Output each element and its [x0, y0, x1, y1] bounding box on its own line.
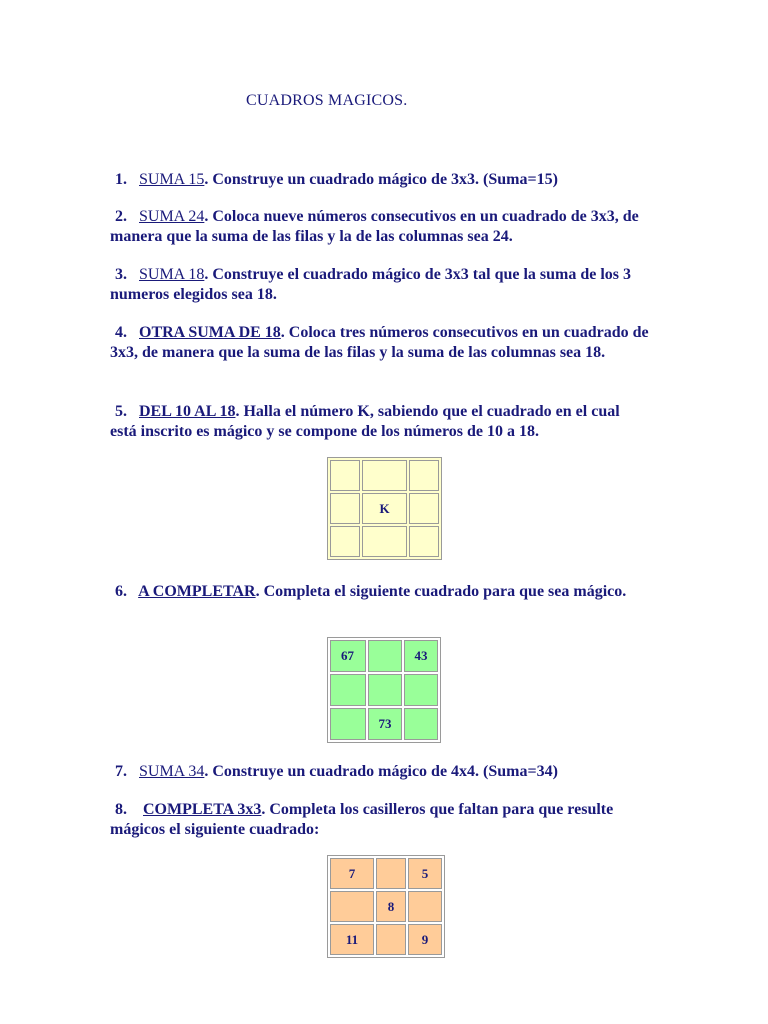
grid-cell	[404, 708, 438, 740]
exercise-text: . Coloca nueve números consecutivos en un cuadrado de 3x3, de manera que la suma de las filas y la de las columnas sea 24.	[110, 208, 639, 245]
exercise-8	[110, 800, 650, 840]
exercise-text: . Construye un cuadrado mágico de 4x4. (Suma=34)	[204, 763, 558, 780]
grid-cell: 5	[408, 858, 442, 889]
grid-cell	[330, 674, 366, 706]
exercise-keyword: SUMA 24	[139, 208, 205, 225]
grid-cell: 11	[330, 924, 374, 955]
exercise-number: 1.	[115, 171, 127, 188]
grid-cell	[330, 891, 374, 922]
grid-cell	[376, 924, 406, 955]
grid-cell: 67	[330, 640, 366, 672]
grid-cell	[362, 460, 407, 491]
exercise-text: . Construye el cuadrado mágico de 3x3 tal que la suma de los 3 numeros elegidos sea 18.	[110, 266, 632, 303]
magic-square-orange	[327, 855, 445, 958]
grid-cell: 8	[376, 891, 406, 922]
grid-cell	[408, 891, 442, 922]
grid-cell: 9	[408, 924, 442, 955]
exercise-keyword: COMPLETA 3x3	[143, 801, 262, 818]
exercise-5	[110, 402, 650, 442]
exercise-keyword: SUMA 15	[139, 171, 205, 188]
grid-cell: 73	[368, 708, 402, 740]
exercise-text: . Coloca tres números consecutivos en un cuadrado de 3x3, de manera que la suma de las filas y la suma de las columnas sea 18.	[110, 324, 649, 361]
magic-square-k	[327, 457, 442, 560]
grid-cell: 7	[330, 858, 374, 889]
exercise-number: 2.	[115, 208, 127, 225]
grid-cell	[368, 674, 402, 706]
exercise-number: 3.	[115, 266, 127, 283]
exercise-7	[110, 762, 650, 782]
grid-cell-k: K	[362, 493, 407, 524]
exercise-keyword: OTRA SUMA DE 18	[139, 324, 281, 341]
grid-cell	[330, 708, 366, 740]
exercise-1	[110, 170, 650, 190]
grid-cell: 43	[404, 640, 438, 672]
exercise-number: 6.	[115, 583, 127, 600]
grid-cell	[404, 674, 438, 706]
exercise-text: . Halla el número K, sabiendo que el cuadrado en el cual está inscrito es mágico y se compone de los números de 10 a 18.	[110, 403, 620, 440]
grid-cell	[368, 640, 402, 672]
grid-cell	[409, 526, 439, 557]
grid-cell	[409, 460, 439, 491]
exercise-3	[110, 265, 650, 305]
grid-cell	[330, 526, 360, 557]
exercise-keyword: DEL 10 AL 18	[139, 403, 236, 420]
exercise-text: . Completa los casilleros que faltan para que resulte mágicos el siguiente cuadrado:	[110, 801, 614, 838]
exercise-text: . Completa el siguiente cuadrado para que sea mágico.	[255, 583, 627, 600]
exercise-number: 8.	[115, 801, 127, 818]
exercise-keyword: A COMPLETAR	[138, 583, 256, 600]
exercise-text: . Construye un cuadrado mágico de 3x3. (Suma=15)	[204, 171, 558, 188]
exercise-number: 4.	[115, 324, 127, 341]
exercise-number: 7.	[115, 763, 127, 780]
exercise-keyword: SUMA 18	[139, 266, 205, 283]
grid-cell	[409, 493, 439, 524]
magic-square-green	[327, 637, 441, 743]
exercise-number: 5.	[115, 403, 127, 420]
exercise-6	[110, 582, 650, 602]
grid-cell	[330, 460, 360, 491]
exercise-keyword: SUMA 34	[139, 763, 205, 780]
exercise-4	[110, 323, 650, 363]
grid-cell	[330, 493, 360, 524]
exercise-2	[110, 207, 650, 247]
page-title: CUADROS MAGICOS.	[246, 92, 408, 109]
grid-cell	[376, 858, 406, 889]
grid-cell	[362, 526, 407, 557]
